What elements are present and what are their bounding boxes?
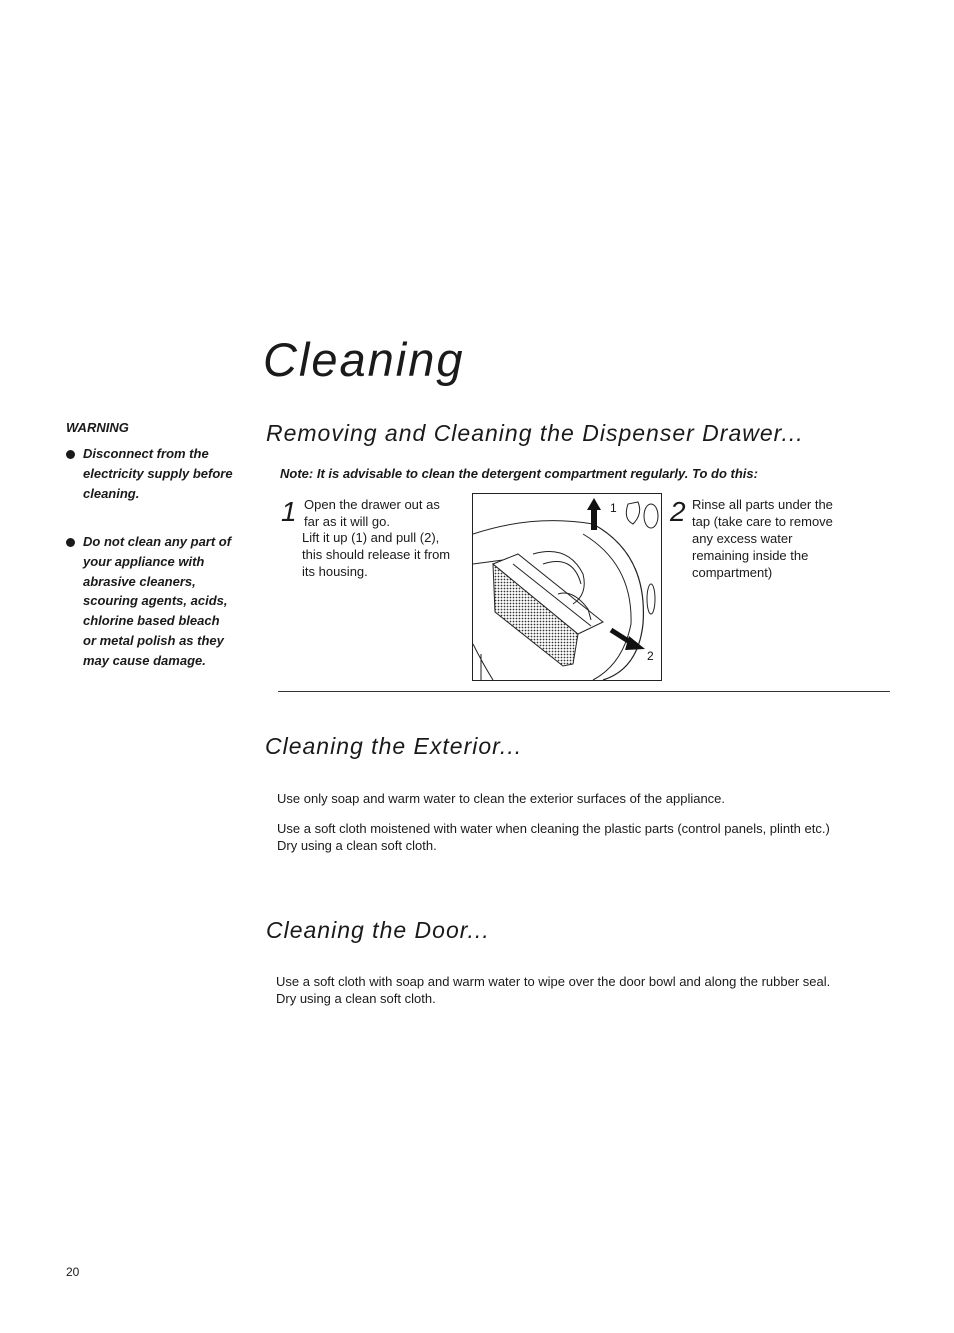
- step-number: 1: [281, 496, 297, 527]
- section-heading-door: Cleaning the Door...: [266, 917, 490, 943]
- warning-item-text: Do not clean any part of your appliance with abrasive cleaners, scouring agents, acids, chlorine based bleach or metal polish as they may cause damage.: [83, 534, 232, 668]
- step-text: [304, 496, 440, 530]
- section-heading-exterior: Cleaning the Exterior...: [265, 733, 523, 759]
- bullet-icon: [66, 538, 75, 547]
- step-number: 2: [670, 496, 686, 527]
- step-text: Rinse all parts under the tap (take care to remove any excess water remaining inside the compartment): [692, 497, 833, 580]
- figure-label: 1: [610, 501, 617, 515]
- step-text-line: far as it will go.: [304, 514, 390, 529]
- warning-item: [66, 444, 236, 504]
- page-number: 20: [66, 1265, 80, 1279]
- figure-label: 2: [647, 649, 654, 663]
- paragraph: Use only soap and warm water to clean the exterior surfaces of the appliance.: [277, 791, 726, 806]
- step-text-line: its housing.: [302, 564, 368, 579]
- section-heading-dispenser: Removing and Cleaning the Dispenser Drawer...: [266, 420, 804, 446]
- paragraph-line: Use a soft cloth moistened with water when cleaning the plastic parts (control panels, plinth etc.): [277, 821, 830, 836]
- step-text: [302, 529, 450, 580]
- paragraph-line: Dry using a clean soft cloth.: [276, 990, 436, 1006]
- dispenser-drawer-illustration: [472, 493, 662, 681]
- paragraph: [276, 974, 830, 1007]
- warning-label: WARNING: [66, 420, 129, 435]
- step-text-line: Lift it up (1) and pull (2),: [302, 530, 440, 545]
- section-divider: [278, 691, 890, 692]
- paragraph: [277, 821, 830, 854]
- step-text-line: this should release it from: [302, 547, 451, 562]
- dispenser-note: Note: It is advisable to clean the detergent compartment regularly. To do this:: [280, 466, 758, 481]
- warning-item: [66, 532, 236, 672]
- step-text-line: Open the drawer out as: [304, 497, 440, 512]
- page-title: Cleaning: [263, 333, 465, 386]
- paragraph-line: Use a soft cloth with soap and warm water to wipe over the door bowl and along the rubber seal.: [276, 974, 831, 989]
- drawer-diagram: [473, 494, 661, 680]
- warning-item-text: Disconnect from the electricity supply before cleaning.: [83, 446, 233, 501]
- bullet-icon: [66, 450, 75, 459]
- paragraph-line: Dry using a clean soft cloth.: [277, 837, 437, 853]
